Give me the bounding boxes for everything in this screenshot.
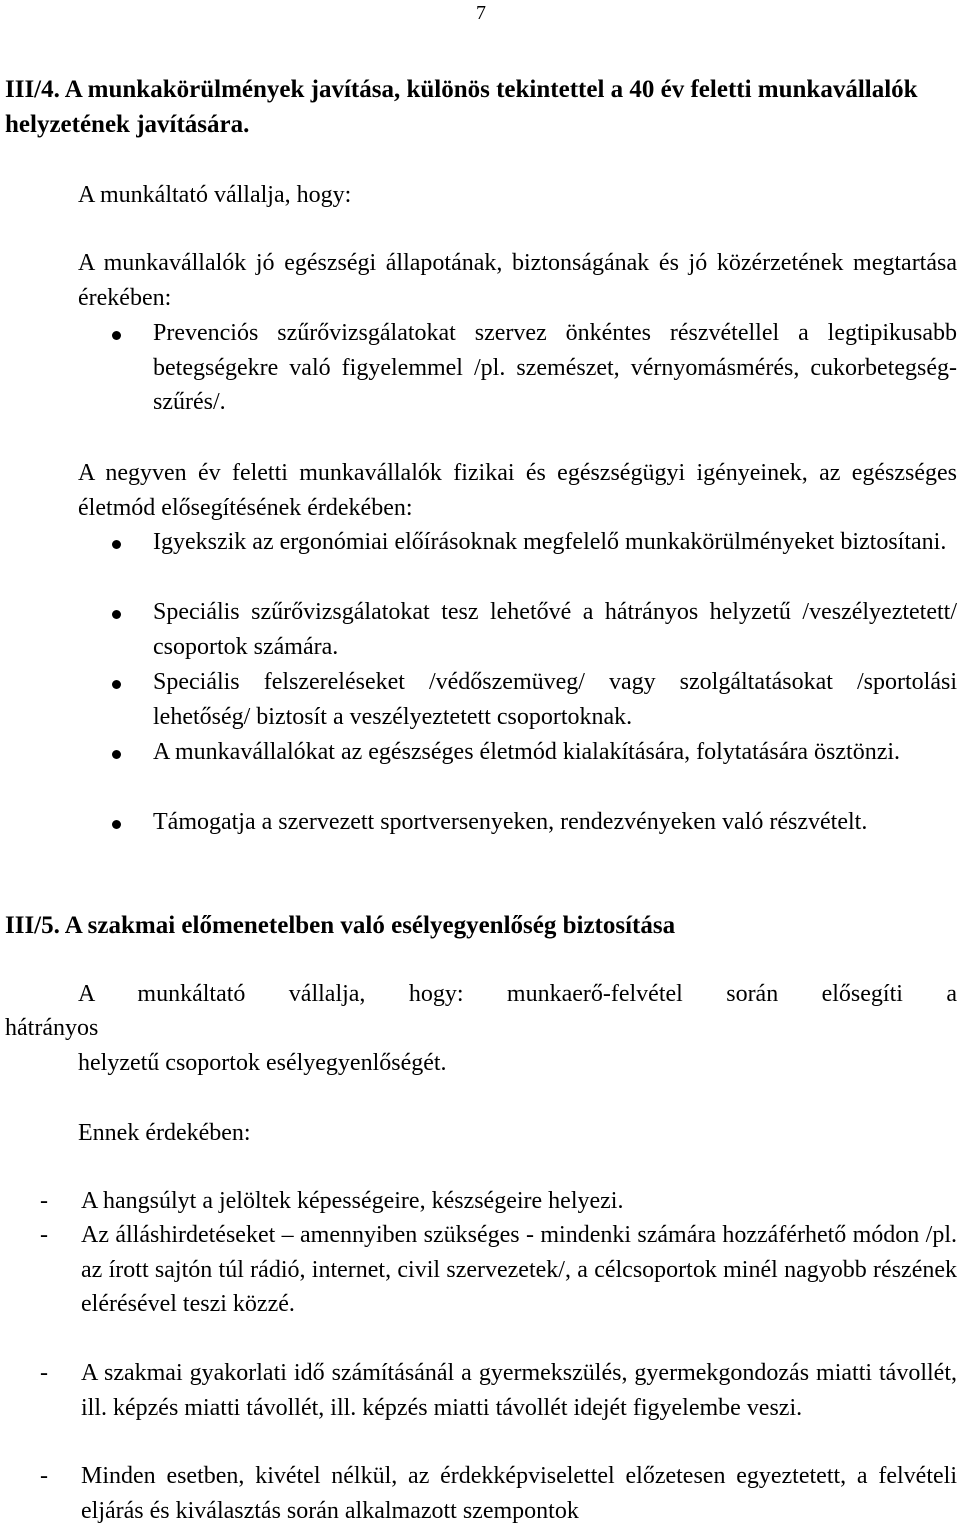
dash-text: A szakmai gyakorlati idő számításánál a gyermekszülés, gyermekgondozás miatti távollét, ill. képzés miatti távollét, ill. képzés miatti távollét idejét figyelembe veszi. [81,1360,957,1421]
dash-text: Minden esetben, kivétel nélkül, az érdekképviselettel előzetesen egyeztetett, a felvételi eljárás és kiválasztás során alkalmazott szempontok [81,1463,957,1524]
section-4-intro: A munkáltató vállalja, hogy: [78,182,352,208]
bullet-text: A munkavállalókat az egészséges életmód kialakítására, folytatására ösztönzi. [153,739,901,765]
section-5-heading: III/5. A szakmai előmenetelben való esélyegyenlőség biztosítása [5,912,676,939]
section-4-heading: III/4. A munkakörülmények javítása, különös tekintettel a 40 év feletti munkavállalók helyzetének javítására. [5,76,918,138]
bullet-icon [112,680,121,689]
dash-text: A hangsúlyt a jelöltek képességeire, készségeire helyezi. [81,1188,624,1214]
dash-marker: - [40,1463,48,1489]
bullet-icon [112,540,121,549]
bullet-text: Igyekszik az ergonómiai előírásoknak megfelelő munkakörülményeket biztosítani. [153,529,947,555]
bullet-icon [112,750,121,759]
section-5-intro-line1: A munkáltató vállalja, hogy: munkaerő-felvétel során elősegíti a [78,981,957,1007]
section-5-lead: Ennek érdekében: [78,1120,251,1146]
bullet-text: Prevenciós szűrővizsgálatokat szervez önkéntes részvétellel a legtipikusabb betegségekre való figyelemmel /pl. szemészet, vérnyomásmérés, cukorbetegség-szűrés/. [153,320,957,415]
section-5-intro-line2: hátrányos [5,1015,99,1041]
bullet-text: Támogatja a szervezett sportversenyeken, rendezvényeken való részvételt. [153,809,868,835]
dash-text: Az álláshirdetéseket – amennyiben szükséges - mindenki számára hozzáférhető módon /pl. az írott sajtón túl rádió, internet, civil szervezetek/, a célcsoportok minél nagyobb részének elérésével teszi közzé. [81,1222,957,1317]
page-number: 7 [476,2,486,24]
section-4-para2: A negyven év feletti munkavállalók fizikai és egészségügyi igényeinek, az egészséges életmód elősegítésének érdekében: [78,460,957,521]
bullet-icon [112,610,121,619]
bullet-icon [112,331,121,340]
bullet-text: Speciális szűrővizsgálatokat tesz lehetővé a hátrányos helyzetű /veszélyeztetett/ csoportok számára. [153,599,957,660]
section-4-para1 [78,246,957,315]
section-4-para1-text: A munkavállalók jó egészségi állapotának, biztonságának és jó közérzetének megtartása érekében: [78,250,957,311]
dash-marker: - [40,1222,48,1248]
dash-marker: - [40,1360,48,1386]
dash-marker: - [40,1188,48,1214]
bullet-icon [112,820,121,829]
section-5-intro-line3: helyzetű csoportok esélyegyenlőségét. [78,1050,447,1076]
bullet-text: Speciális felszereléseket /védőszemüveg/ vagy szolgáltatásokat /sportolási lehetőség/ biztosít a veszélyeztetett csoportoknak. [153,669,957,730]
